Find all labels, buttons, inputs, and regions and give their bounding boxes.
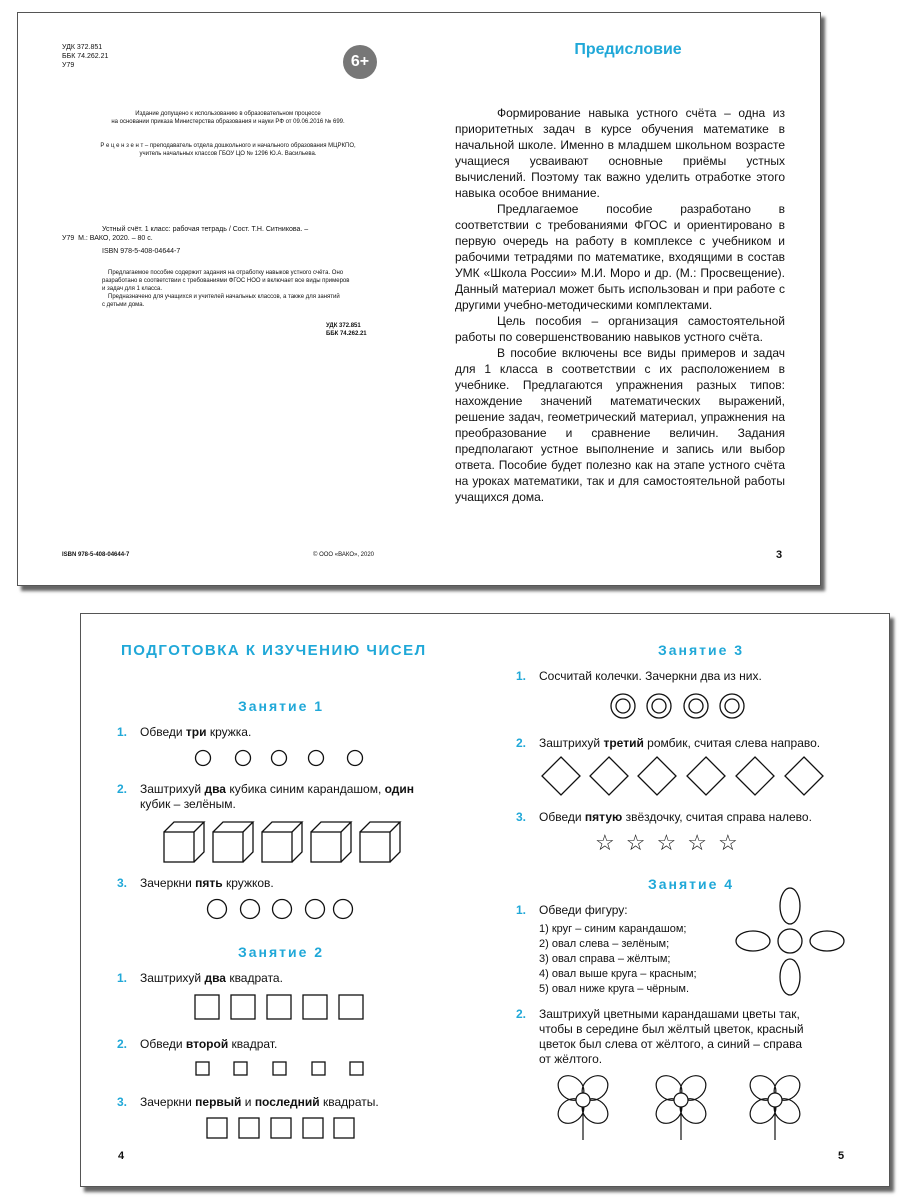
oval-right[interactable] xyxy=(810,931,844,951)
circle-shape[interactable] xyxy=(334,900,353,919)
rhombus-shape[interactable] xyxy=(687,757,725,795)
medium-squares-row xyxy=(206,1117,361,1141)
center-circle[interactable] xyxy=(778,929,802,953)
ring-shape[interactable] xyxy=(611,694,635,718)
task-number: 2. xyxy=(516,1007,527,1021)
task-number: 3. xyxy=(117,1095,128,1109)
list-item: 1) круг – синим карандашом; xyxy=(539,923,687,935)
square-shape[interactable] xyxy=(303,1118,323,1138)
approval-note xyxy=(58,110,398,126)
reviewer-note xyxy=(58,142,398,158)
square-shape[interactable] xyxy=(196,1062,209,1075)
square-shape[interactable] xyxy=(234,1062,247,1075)
rhombus-shape[interactable] xyxy=(590,757,628,795)
ring-shape[interactable] xyxy=(684,694,708,718)
task-number: 2. xyxy=(117,1037,128,1051)
list-item: 2) овал слева – зелёным; xyxy=(539,938,670,950)
square-shape[interactable] xyxy=(207,1118,227,1138)
udk-line: УДК 372.851 xyxy=(62,44,103,51)
bbk-line: ББК 74.262.21 xyxy=(326,331,367,337)
square-shape[interactable] xyxy=(239,1118,259,1138)
preface-title: Предисловие xyxy=(574,41,682,58)
square-shape[interactable] xyxy=(195,995,219,1019)
task-line: от жёлтого. xyxy=(539,1052,603,1066)
cube-shape[interactable] xyxy=(262,822,302,862)
lesson-2-title: Занятие 2 xyxy=(237,944,325,960)
preface-paragraph: Предлагаемое пособие разработано в соответствии с требованиями ФГОС и ориентировано в первую очередь на работу в комплексе с учебником и рабочими тетрадями по математике, входящими в состав УМК «Школа России» М.И. Моро и др. (М.: Просвещение). Данный материал может быть использован и при работе с другими учебно-методическими комплектами. xyxy=(455,202,785,312)
task-number: 3. xyxy=(516,810,527,824)
cube-shape[interactable] xyxy=(360,822,400,862)
approval-line: на основании приказа Министерства образования и науки РФ от 09.06.2016 № 699. xyxy=(111,119,345,125)
flower-shape[interactable] xyxy=(553,1071,613,1140)
task-line: чтобы в середине был жёлтый цветок, красный xyxy=(539,1022,804,1036)
biblio-code: У79 xyxy=(62,235,75,242)
task-text xyxy=(539,1007,856,1067)
oval-top[interactable] xyxy=(780,888,800,924)
task-text: Зачеркни пять кружков. xyxy=(140,876,274,890)
preface-paragraph: Цель пособия – организация самостоятельной работы по совершенствованию навыков устного счёта. xyxy=(455,314,785,344)
footer-copyright: © ООО «ВАКО», 2020 xyxy=(313,552,375,558)
circle-shape[interactable] xyxy=(309,751,324,766)
circle-shape[interactable] xyxy=(196,751,211,766)
circle-shape[interactable] xyxy=(241,900,260,919)
annotation-line: разработано в соответствии с требованиями ФГОС НОО и включает все виды примеров xyxy=(102,278,350,284)
task-line: Заштрихуй цветными карандашами цветы так, xyxy=(539,1007,800,1021)
flower-shape[interactable] xyxy=(745,1071,805,1140)
task-number: 1. xyxy=(516,903,527,917)
squares-row xyxy=(194,994,374,1022)
udk-bottom xyxy=(326,322,367,338)
annotation-line: и задач для 1 класса. xyxy=(102,286,163,292)
preface-paragraph: Формирование навыка устного счёта – одна из приоритетных задач в курсе обучения математике в начальной школе. Именно в младшем школьном возрасте учащиеся усваивают основные приёмы устных вычислений. Поэтому так важно уделить отработке этого навыка особое внимание. xyxy=(455,106,785,200)
annotation xyxy=(102,269,392,309)
udk-line: УДК 372.851 xyxy=(326,323,361,329)
reviewer-line: учитель начальных классов ГБОУ ЦО № 1296 Ю.А. Васильева. xyxy=(139,151,317,157)
square-shape[interactable] xyxy=(339,995,363,1019)
square-shape[interactable] xyxy=(273,1062,286,1075)
biblio-line: Устный счёт. 1 класс: рабочая тетрадь / Сост. Т.Н. Ситникова. – xyxy=(102,226,309,233)
task-number: 1. xyxy=(516,669,527,683)
approval-line: Издание допущено к использованию в образовательном процессе xyxy=(135,111,321,117)
annotation-line: Предлагаемое пособие содержит задания на отработку навыков устного счёта. Оно xyxy=(108,270,344,276)
circle-shape[interactable] xyxy=(306,900,325,919)
book-spread-top xyxy=(17,12,821,586)
star-icon[interactable]: ☆ xyxy=(687,830,718,855)
page-number-left: 4 xyxy=(118,1150,125,1162)
star-icon[interactable]: ☆ xyxy=(717,830,749,855)
ring-shape[interactable] xyxy=(647,694,671,718)
circles-row xyxy=(191,746,381,770)
book-spread-bottom xyxy=(80,613,890,1187)
lesson-1-title: Занятие 1 xyxy=(237,698,325,714)
star-icon[interactable]: ☆ xyxy=(595,830,626,855)
footer-isbn: ISBN 978-5-408-04644-7 xyxy=(62,552,130,558)
square-shape[interactable] xyxy=(303,995,327,1019)
task-number: 2. xyxy=(117,782,128,796)
oval-bottom[interactable] xyxy=(780,959,800,995)
cube-shape[interactable] xyxy=(311,822,351,862)
task-number: 1. xyxy=(117,971,128,985)
task-text: Обведи фигуру: xyxy=(539,903,628,917)
big-circles-row xyxy=(205,897,365,923)
isbn-line: ISBN 978-5-408-04644-7 xyxy=(102,248,181,255)
task-text: Сосчитай колечки. Зачеркни два из них. xyxy=(539,669,762,683)
square-shape[interactable] xyxy=(350,1062,363,1075)
square-shape[interactable] xyxy=(267,995,291,1019)
task-text: Обведи второй квадрат. xyxy=(140,1037,278,1051)
annotation-line: с детьми дома. xyxy=(102,302,145,308)
task-line: цветок был слева от жёлтого, а синий – справа xyxy=(539,1037,803,1051)
task-text: Обведи пятую звёздочку, считая справа налево. xyxy=(539,810,812,824)
circle-shape[interactable] xyxy=(236,751,251,766)
circle-shape[interactable] xyxy=(208,900,227,919)
preface-text xyxy=(455,105,785,505)
cubes-row xyxy=(163,820,403,866)
annotation-line: Предназначено для учащихся и учителей начальных классов, а также для занятий xyxy=(108,294,340,300)
rings-row xyxy=(609,692,749,722)
bbk-line: ББК 74.262.21 xyxy=(62,53,109,60)
circle-shape[interactable] xyxy=(348,751,363,766)
page-number: 3 xyxy=(776,549,783,561)
list-item: 5) овал ниже круга – чёрным. xyxy=(539,983,690,995)
lesson4-list xyxy=(539,922,697,997)
task-number: 2. xyxy=(516,736,527,750)
square-shape[interactable] xyxy=(271,1118,291,1138)
list-item: 4) овал выше круга – красным; xyxy=(539,968,697,980)
udk-block xyxy=(62,43,108,70)
small-squares-row xyxy=(195,1061,365,1079)
lesson-3-title: Занятие 3 xyxy=(657,642,745,658)
stars-row xyxy=(595,831,749,855)
square-shape[interactable] xyxy=(334,1118,354,1138)
star-icon[interactable]: ☆ xyxy=(656,830,688,855)
circle-shape[interactable] xyxy=(273,900,292,919)
task-number: 3. xyxy=(117,876,128,890)
rhombus-shape[interactable] xyxy=(638,757,676,795)
square-shape[interactable] xyxy=(312,1062,325,1075)
rhombus-shape[interactable] xyxy=(736,757,774,795)
preface-paragraph: В пособие включены все виды примеров и задач для 1 класса в соответствии с их расположением в учебнике. Предлагаются упражнения разных типов: нахождение значений математических выражений, решение задач, геометрический материал, упражнения на преобразование и сравнение величин. Задания предполагают устное выполнение и запись или выбор ответа. Пособие будет полезно как на этапе устного счёта на уроках математики, так и для самостоятельной работы учащихся дома. xyxy=(455,346,785,504)
oval-left[interactable] xyxy=(736,931,770,951)
star-icon[interactable]: ☆ xyxy=(625,830,657,855)
page-number-right: 5 xyxy=(838,1150,845,1162)
cube-shape[interactable] xyxy=(164,822,204,862)
task-text: Заштрихуй два кубика синим карандашом, один кубик – зелёным. xyxy=(140,782,415,811)
flowers-row xyxy=(553,1074,823,1144)
task-number: 1. xyxy=(117,725,128,739)
section-title: ПОДГОТОВКА К ИЗУЧЕНИЮ ЧИСЕЛ xyxy=(121,642,427,659)
circle-shape[interactable] xyxy=(272,751,287,766)
age-rating-badge: 6+ xyxy=(343,45,377,79)
lesson-4-title: Занятие 4 xyxy=(647,876,735,892)
task-text: Заштрихуй третий ромбик, считая слева направо. xyxy=(539,736,821,750)
list-item: 3) овал справа – жёлтым; xyxy=(539,953,671,965)
task-text: Зачеркни первый и последний квадраты. xyxy=(140,1095,379,1109)
rhombus-shape[interactable] xyxy=(542,757,580,795)
task-text: Заштрихуй два квадрата. xyxy=(140,971,283,985)
biblio-line: М.: ВАКО, 2020. – 80 с. xyxy=(78,235,153,242)
reviewer-line: Р е ц е н з е н т – преподаватель отдела дошкольного и начального образования МЦРКПО, xyxy=(100,143,356,149)
bibliographic-record xyxy=(62,225,382,256)
cube-shape[interactable] xyxy=(213,822,253,862)
rhombus-row xyxy=(541,756,826,796)
rhombus-shape[interactable] xyxy=(785,757,823,795)
square-shape[interactable] xyxy=(231,995,255,1019)
task-text: Обведи три кружка. xyxy=(140,725,252,739)
code-line: У79 xyxy=(62,62,75,69)
flower-shape[interactable] xyxy=(651,1071,711,1140)
ring-shape[interactable] xyxy=(720,694,744,718)
ovals-figure xyxy=(735,884,845,999)
